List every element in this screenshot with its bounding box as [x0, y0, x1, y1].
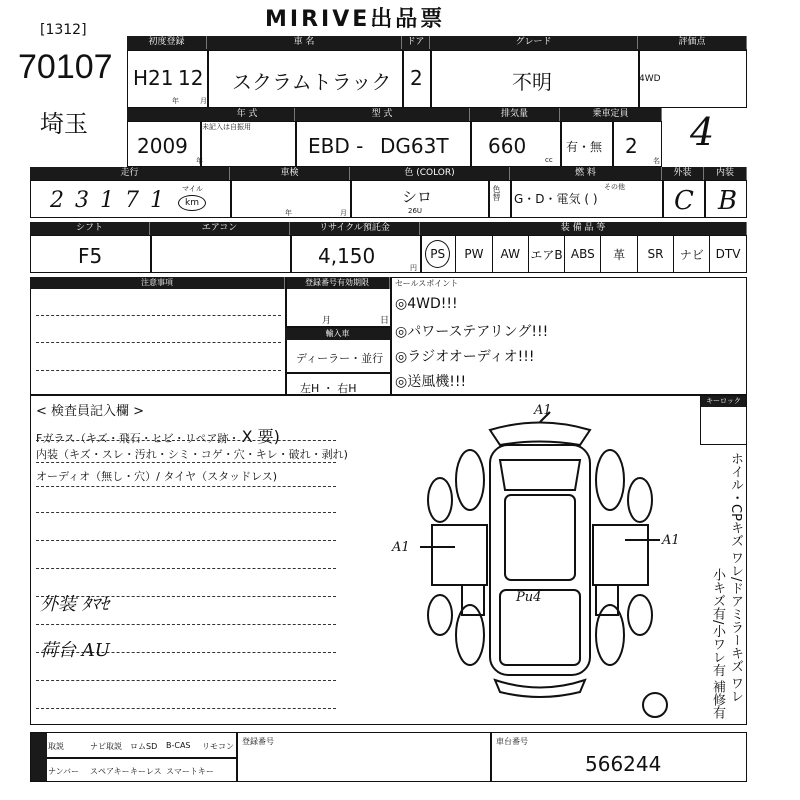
first-reg-era: H21	[133, 66, 174, 90]
hdr-car-name: 車 名	[207, 36, 402, 49]
score-value: 4	[690, 110, 715, 154]
side-text-1: ホイル・CPキズ ワレ/ドアミラーキズ ワレ	[728, 452, 743, 703]
hdr-sales-points: セールスポイント	[395, 279, 459, 288]
displacement: 660	[488, 134, 527, 158]
color-name: シロ	[402, 188, 433, 206]
mark-pu4: Pu4	[516, 590, 542, 605]
accessory-row2-1: スペアキー	[90, 767, 130, 776]
hdr-shaken: 車検	[230, 167, 350, 180]
supercharger: 有・無	[566, 140, 603, 154]
hdr-reg-number: 登録番号	[242, 737, 274, 746]
hdr-fuel: 燃 料	[510, 167, 662, 180]
fuel-type: G・D・電気 ( )	[514, 192, 598, 206]
inspector-line-2	[36, 468, 277, 484]
hdr-first-reg: 初度登録	[127, 36, 207, 49]
equipment-2: AW	[493, 236, 529, 272]
mileage: 2 3 1 7 1	[50, 188, 166, 213]
hdr-doors: ドア	[402, 36, 430, 49]
hdr-model: 型 式	[295, 108, 470, 121]
sales-point-0: ◎4WD!!!	[395, 296, 458, 312]
side-text-3: 補修有	[710, 680, 725, 719]
equipment-1: PW	[456, 236, 492, 272]
accessory-row1-0: 取説	[48, 742, 64, 751]
equipment-7: ナビ	[674, 236, 710, 272]
inspector-title: < 検査員記入欄 >	[36, 404, 145, 419]
accessory-row1-4: リモコン	[202, 742, 234, 751]
color-code: 26U	[408, 207, 423, 215]
interior-grade: B	[718, 186, 738, 216]
hdr-aircon: エアコン	[150, 222, 290, 235]
hdr-score: 評価点	[638, 36, 747, 49]
exterior-grade: C	[674, 186, 694, 216]
accessory-row2-2: キーレス	[130, 767, 162, 776]
model-code: DG63T	[380, 134, 449, 158]
equipment-6: SR	[638, 236, 674, 272]
mark-a1-left: A1	[392, 540, 410, 555]
mileage-km-circled: km	[178, 195, 206, 211]
equipment-8: DTV	[710, 236, 746, 272]
accessory-row2-3: スマートキー	[166, 767, 214, 776]
inspector-line-label: Fガラス（キズ・飛石・ヒビ・リペア跡・	[36, 432, 240, 445]
hdr-chassis: 車台番号	[496, 737, 528, 746]
shift: F5	[78, 244, 103, 268]
mark-a1-right: A1	[662, 533, 680, 548]
first-reg-month: 12	[178, 66, 204, 90]
note-exterior: 外装 ﾀﾏｾ	[40, 594, 109, 615]
grade: 不明	[512, 70, 552, 94]
import-steering: 左H ・ 右H	[300, 382, 357, 395]
accessory-label	[31, 733, 47, 781]
color-change: 色替	[492, 185, 501, 201]
hdr-grade: グレード	[430, 36, 638, 49]
hdr-keylock: キーロック	[701, 396, 746, 407]
hdr-color: 色 (COLOR)	[350, 167, 510, 180]
hdr-equipment: 装 備 品 等	[420, 222, 747, 235]
inspector-line-label: オーディオ（無し・穴）/ タイヤ（スタッドレス)	[36, 470, 278, 483]
hdr-passengers: 乗車定員	[560, 108, 662, 121]
hdr-displacement: 排気量	[470, 108, 560, 121]
hdr-reg-expiry: 登録番号有効期限	[285, 277, 390, 289]
sales-point-1: ◎パワーステアリング!!!	[395, 324, 549, 340]
doors: 2	[410, 66, 423, 90]
hdr-shift: シフト	[30, 222, 150, 235]
equipment-3: エアB	[529, 236, 565, 272]
mark-a1-top: A1	[534, 403, 552, 418]
hdr-notes: 注意事項	[30, 277, 285, 289]
model-year: 2009	[137, 134, 188, 158]
hdr-recycle: リサイクル預託金	[290, 222, 420, 235]
recycle-fee: 4,150	[318, 244, 376, 268]
accessory-row2-0: ナンバー	[48, 767, 80, 776]
lot-number: 70107	[18, 48, 113, 86]
lot-bracket: [1312]	[40, 22, 87, 38]
passengers: 2	[625, 134, 638, 158]
inspector-line-0	[36, 424, 280, 447]
vehicle-damage-diagram	[400, 400, 680, 720]
year-note: 未記入は自振用	[202, 123, 251, 131]
drive-type: 4WD	[639, 74, 661, 84]
hdr-mileage: 走行	[30, 167, 230, 180]
region: 埼玉	[40, 110, 88, 138]
hdr-interior: 内装	[704, 167, 747, 180]
sales-point-3: ◎送風機!!!	[395, 374, 467, 390]
note-cargo: 荷台 AU	[40, 640, 110, 661]
inspector-line-label: 内装（キズ・スレ・汚れ・シミ・コゲ・穴・キレ・破れ・剥れ)	[36, 448, 348, 461]
chassis-number: 566244	[585, 752, 662, 776]
hdr-import: 輸入車	[285, 328, 390, 340]
equipment-5: 革	[602, 236, 638, 272]
import-dealer: ディーラー・並行	[296, 352, 384, 365]
hdr-exterior: 外装	[662, 167, 704, 180]
equipment-4: ABS	[565, 236, 601, 272]
accessory-row1-2: ロムSD	[130, 742, 158, 751]
inspector-line-mark: X 要)	[241, 427, 280, 446]
car-name: スクラムトラック	[232, 70, 392, 94]
sales-point-2: ◎ラジオオーディオ!!!	[395, 349, 535, 365]
side-text-2: 小キズ有/小ワレ有	[710, 568, 725, 677]
sheet-title: MIRIVE出品票	[265, 7, 446, 32]
accessory-row1-1: ナビ取説	[90, 742, 122, 751]
hdr-year: 年 式	[200, 108, 295, 121]
model-prefix: EBD -	[308, 134, 364, 158]
equipment-0: PS	[420, 236, 456, 272]
accessory-row1-3: B-CAS	[166, 741, 191, 750]
inspector-line-1	[36, 446, 348, 462]
